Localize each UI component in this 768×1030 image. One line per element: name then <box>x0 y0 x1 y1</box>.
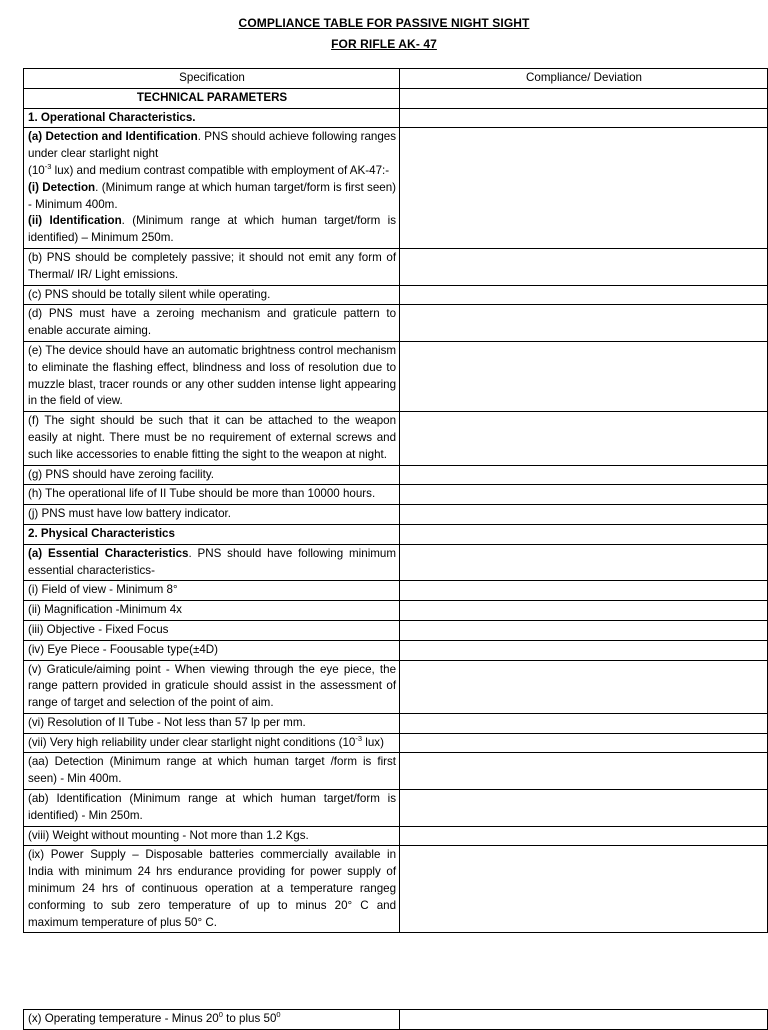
spec-cell: (ii) Magnification -Minimum 4x <box>24 601 400 621</box>
table-row <box>24 581 768 601</box>
compliance-cell <box>400 248 768 285</box>
spec-cell: (d) PNS must have a zeroing mechanism and graticule pattern to enable accurate aiming. <box>24 305 400 342</box>
spec-cell: (ix) Power Supply – Disposable batteries commercially available in India with minimum 24 hrs endurance providing for power supply of minimum 24 hrs of continuous operation at a temperature rangeg conforming to sub zero temperature of up to minus 20° C and maximum temperature of plus 50° C. <box>24 846 400 933</box>
table-row <box>24 505 768 525</box>
table-row <box>24 753 768 790</box>
spec-cell: (f) The sight should be such that it can be attached to the weapon easily at night. There must be no requirement of external screws and such like accessories to enable fitting the sight to the weapon at night. <box>24 412 400 465</box>
table-row <box>24 305 768 342</box>
table-row <box>24 713 768 733</box>
superscript: -3 <box>44 162 52 172</box>
compliance-cell <box>400 465 768 485</box>
spec-cell: (iv) Eye Piece - Foousable type(±4D) <box>24 640 400 660</box>
compliance-cell <box>400 733 768 753</box>
spec-label: (a) Detection and Identification <box>28 130 198 144</box>
spec-cell: (c) PNS should be totally silent while operating. <box>24 285 400 305</box>
spec-text: . (Minimum range at which human target/form is first seen) - Minimum 400m. <box>28 180 397 211</box>
compliance-cell <box>400 846 768 933</box>
superscript: -3 <box>355 733 363 743</box>
table-header-row <box>24 69 768 89</box>
spec-cell: (b) PNS should be completely passive; it should not emit any form of Thermal/ IR/ Light emissions. <box>24 248 400 285</box>
continuation-table <box>23 1009 768 1030</box>
table-row <box>24 88 768 108</box>
superscript: 0 <box>276 1010 281 1020</box>
table-row <box>24 620 768 640</box>
table-row <box>24 601 768 621</box>
spec-cell-reliability <box>24 733 400 753</box>
table-row <box>24 660 768 713</box>
spec-text: to plus 50 <box>222 1012 277 1025</box>
compliance-cell <box>400 285 768 305</box>
table-row <box>24 826 768 846</box>
header-compliance: Compliance/ Deviation <box>400 69 768 89</box>
table-row <box>24 128 768 249</box>
compliance-cell <box>400 544 768 581</box>
spec-cell: (viii) Weight without mounting - Not more than 1.2 Kgs. <box>24 826 400 846</box>
spec-cell: (iii) Objective - Fixed Focus <box>24 620 400 640</box>
table-row <box>24 846 768 933</box>
compliance-cell <box>400 753 768 790</box>
compliance-cell <box>400 524 768 544</box>
section-heading-operational: 1. Operational Characteristics. <box>24 108 400 128</box>
spec-text: lux) <box>362 735 384 749</box>
spec-text: (x) Operating temperature - Minus 20 <box>28 1012 219 1025</box>
spec-cell-operating-temperature <box>24 1010 400 1030</box>
header-specification: Specification <box>24 69 400 89</box>
compliance-cell <box>400 790 768 827</box>
table-row <box>24 790 768 827</box>
spec-text: lux) and medium contrast compatible with employment of AK-47:- <box>51 163 390 177</box>
spec-cell: (e) The device should have an automatic brightness control mechanism to eliminate the flashing effect, blindness and loss of resolution due to muzzle blast, tracer rounds or any other sudden intense light appearing in the field of view. <box>24 341 400 411</box>
spec-cell-detection-identification <box>24 128 400 249</box>
spec-label: (a) Essential Characteristics <box>28 546 189 560</box>
document-subtitle: FOR RIFLE AK- 47 <box>331 37 437 51</box>
spec-cell: (vi) Resolution of II Tube - Not less than 57 lp per mm. <box>24 713 400 733</box>
compliance-cell <box>400 88 768 108</box>
table-row <box>24 640 768 660</box>
compliance-cell <box>400 341 768 411</box>
section-heading-physical: 2. Physical Characteristics <box>24 524 400 544</box>
compliance-cell <box>400 713 768 733</box>
compliance-cell <box>400 412 768 465</box>
spec-text: . PNS should achieve following ranges under clear starlight night <box>28 130 397 161</box>
spec-label: (ii) Identification <box>28 214 122 228</box>
compliance-cell <box>400 581 768 601</box>
compliance-cell <box>400 620 768 640</box>
compliance-cell <box>400 108 768 128</box>
superscript: 0 <box>218 1010 223 1020</box>
spec-label: (i) Detection <box>28 180 96 194</box>
table-row <box>24 544 768 581</box>
spec-cell: (g) PNS should have zeroing facility. <box>24 465 400 485</box>
table-row <box>24 341 768 411</box>
spec-cell: (v) Graticule/aiming point - When viewing through the eye piece, the range pattern provided in graticule should assist in the assessment of range of target and selection of the point of aim. <box>24 660 400 713</box>
spec-text: . PNS should have following minimum essential characteristics- <box>28 546 397 577</box>
table-row <box>24 412 768 465</box>
spec-cell-essential-characteristics <box>24 544 400 581</box>
table-row <box>24 733 768 753</box>
compliance-cell <box>400 485 768 505</box>
spec-cell: (aa) Detection (Minimum range at which human target /form is first seen) - Min 400m. <box>24 753 400 790</box>
table-row <box>24 285 768 305</box>
compliance-cell <box>400 640 768 660</box>
compliance-cell <box>400 601 768 621</box>
table-row <box>24 524 768 544</box>
compliance-cell <box>400 128 768 249</box>
compliance-table <box>23 68 768 933</box>
table-row <box>24 248 768 285</box>
compliance-cell <box>400 505 768 525</box>
compliance-cell <box>400 660 768 713</box>
spec-text: (vii) Very high reliability under clear starlight night conditions (10 <box>28 735 356 749</box>
compliance-cell <box>400 1010 768 1030</box>
spec-cell: (i) Field of view - Minimum 8° <box>24 581 400 601</box>
table-row <box>24 485 768 505</box>
spec-text: (10 <box>28 163 45 177</box>
spec-cell: (ab) Identification (Minimum range at which human target/form is identified) - Min 250m. <box>24 790 400 827</box>
table-row <box>24 465 768 485</box>
table-row <box>24 108 768 128</box>
document-title: COMPLIANCE TABLE FOR PASSIVE NIGHT SIGHT <box>238 16 530 30</box>
compliance-cell <box>400 305 768 342</box>
table-row <box>24 1010 768 1030</box>
spec-cell: (j) PNS must have low battery indicator. <box>24 505 400 525</box>
compliance-cell <box>400 826 768 846</box>
spec-text: . (Minimum range at which human target/form is identified) – Minimum 250m. <box>28 214 397 245</box>
section-heading-technical-parameters: TECHNICAL PARAMETERS <box>24 88 400 108</box>
spec-cell: (h) The operational life of II Tube should be more than 10000 hours. <box>24 485 400 505</box>
